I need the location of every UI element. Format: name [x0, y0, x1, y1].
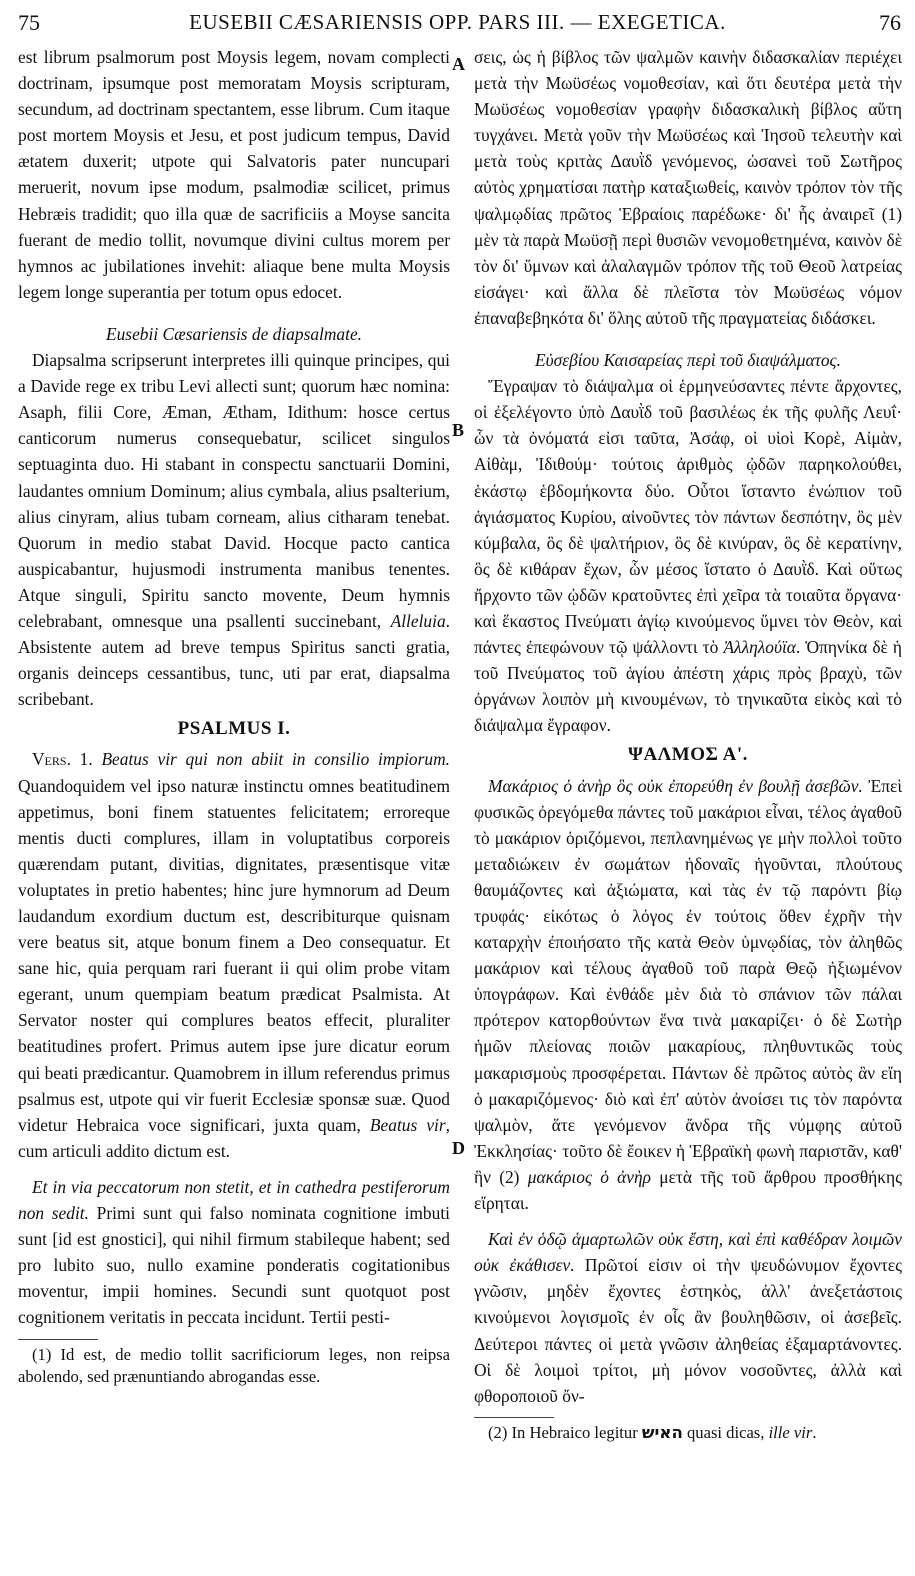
greek-diapsalma-paragraph [474, 373, 902, 738]
greek-verse-1-paragraph [474, 773, 902, 1217]
greek-intro-paragraph: σεις, ὡς ἡ βίβλος τῶν ψαλμῶν καινὴν διδασκαλίαν περιέχει μετὰ τὴν Μωϋσέως νομοθεσίαν, καὶ ὅτι δευτέρα μετὰ τὴν Μωϋσέως νομοθεσίαν γραφὴν διδασκαλικὴ βίβλος αὕτη τυγχάνει. Μετὰ γοῦν τὴν Μωϋσέως καὶ Ἰησοῦ τελευτὴν καὶ μετὰ τοὺς κριτὰς Δαυῒδ γενόμενος, ὡσανεὶ τοῦ Σωτῆρος αὐτὸς χρηματίσαι πατὴρ καταξιωθείς, καινὸν τρόπον τὸν τῆς ψαλμῳδίας πρῶτος Ἑβραίοις παρέδωκε· δι' ἧς ἀναιρεῖ (1) μὲν τὰ παρὰ Μωϋσῇ περὶ θυσιῶν νενομοθετημένα, καινὸν δὲ τὸν δι' ὕμνων καὶ ἀλαλαγμῶν τρόπον τῆς τοῦ Θεοῦ λατρείας εἰσάγει· καὶ ἄλλα δὲ πλεῖστα τὸν Μωϋσέως νόμον ἐπαναβεβηκότα δι' ὅλης αὐτοῦ τῆς πραγματείας διδάσκει. [474, 47, 902, 328]
latin-verse-commentary: Quandoquidem vel ipso naturæ instinctu omnes beatitudinem appetimus, boni finem statuentes felicitatem; erroreque mentis ducti complures, illam in voluptatibus corporeis quærendam putant, divitias, dignitates, præsentisque vitæ voluptates in pretio habentes; hinc jure hymnorum ad Deum laudandum exordium ductum est, describiturque quisnam vere beatus sit, atque bonum finem a Deo consequatur. Et sane hic, quia perquam rari fuerant ii qui olim probe vitam egerant, unum quempiam beatum prædicat Psalmista. At Servator noster qui complures beatos effecit, pluraliter beatitudines profert. Primus autem ipse jure dicatur eorum qui beati prædicantur. Quamobrem in illum referendus primus psalmus est, utpote qui vir fuerit Ecclesiæ sponsæ suæ. Quod videtur Hebraica voce significari, juxta quam, [18, 775, 450, 1135]
footnote-rule [18, 1339, 98, 1340]
footnote-hebrew-word: האיש [641, 1422, 683, 1442]
footnote-rule-right [474, 1417, 554, 1418]
greek-via-commentary: Πρῶτοί εἰσιν οἱ τὴν ψευδώνυμον ἔχοντες γνῶσιν, μηδὲν ἔχοντες ἑστηκὸς, ἀλλ' ἀνεξετάστοις κινούμενοι λογισμοῖς ἐν οἷς ἂν βουληθῶσιν, οἱ ἀσεβεῖς. Δεύτεροι πάντες οἱ μετὰ γνῶσιν ἀληθείας ἐξαμαρτάνοντες. Οἱ δὲ λοιμοὶ τρίτοι, μὴ μόνον νοσοῦντες, ἀλλὰ καὶ φθοροποιοῦ ὄν- [474, 1255, 902, 1406]
running-title: EUSEBII CÆSARIENSIS OPP. PARS III. — EXEGETICA. [189, 10, 726, 34]
greek-alleluia: Ἀλληλούϊα [723, 637, 796, 658]
latin-verse-1-paragraph [18, 746, 450, 1164]
footnote-ille-vir: ille vir [768, 1422, 813, 1442]
greek-verse-lemma: Μακάριος ὁ ἀνὴρ ὃς οὐκ ἐπορεύθη ἐν βουλῇ ἀσεβῶν. [488, 775, 863, 796]
latin-verse-commentary-end: , cum articuli addito dictum est. [18, 1114, 450, 1161]
latin-verse-lemma: Beatus vir qui non abiit in consilio impiorum. [101, 749, 450, 770]
latin-intro-paragraph: est librum psalmorum post Moysis legem, novam complecti doctrinam, ipsumque post memoratam Moysis scripturam, secundum, ad doctrinam spectantem, esse librum. Cum itaque post mortem Moysis et Jesu, et post judicum tempus, David ætatem duxerit; utpote qui Salvatoris pater nuncupari meruerit, novum ipse modum, psalmodiæ scilicet, primus Hebræis tradidit; quo illa quæ de sacrificiis a Moyse sancita fuerant de medio tollit, novumque divini cultus morem per hymnos ac jubilationes invehit: aliaque bene multa Moysis legem longe superantia per totum opus edocet. [18, 47, 450, 302]
footnote-text-mid: quasi dicas, [682, 1422, 769, 1442]
latin-footnote: (1) Id est, de medio tollit sacrificiorum leges, non reipsa abolendo, sed prænuntiando abrogandas esse. [18, 1344, 450, 1386]
greek-footnote [474, 1422, 902, 1444]
latin-via-commentary: Primi sunt qui falso nominata cognitione imbuti sunt [id est gnostici], qui nihil firmum stabileque habent; sed pro lubito suo, nullo examine ponderatis cogitationibus moventur, impii homines. Secundi sunt quotquot post cognitionem veritatis in peccata incidunt. Tertii pesti- [18, 1203, 450, 1328]
latin-diapsalma-paragraph [18, 347, 450, 712]
greek-diapsalma-text: Ἔγραψαν τὸ διάψαλμα οἱ ἑρμηνεύσαντες πέντε ἄρχοντες, οἱ ἐξελέγοντο ὑπὸ Δαυῒδ τοῦ βασιλέως ἐκ τῆς φυλῆς Λευΐ· ὧν τὰ ὀνόματά εἰσι ταῦτα, Ἀσάφ, οἱ υἱοὶ Κορὲ, Αἰμὰν, Αἰθὰμ, Ἰδιθούμ· τούτοις ἀριθμὸς ᾠδῶν παρηκολούθει, ἑκάστῳ ἑβδομήκοντα δύο. Οὗτοι ἵσταντο ἐνώπιον τοῦ ἁγιάσματος Κυρίου, αἰνοῦντες τὸν πάντων δεσπότην, ὃς μὲν κύμβαλα, ὃς δὲ ψαλτήριον, ὃς δὲ κινύραν, ὃς δὲ κερατίνην, ὃς δὲ κιθάραν ἔχων, ὧν μέσος ἵστατο ὁ Δαυῒδ. Καὶ οὕτως ἤρχοντο τῶν ᾠδῶν κρατοῦντες ἐπὶ χεῖρα τὰ τοιαῦτα ὄργανα· καὶ ἕκαστος Πνεύματι ἁγίῳ κινούμενος ὕμνει τὸν Θεὸν, καὶ πάντες ἐπεφώνουν τῷ ψάλλοντι τὸ [474, 376, 902, 658]
greek-verse-commentary: Ἐπεὶ φυσικῶς ὀρεγόμεθα πάντες τοῦ μακάριοι εἶναι, τέλος ἀγαθοῦ τὸ μακάριον ὁριζόμενοι, πεπλανημένως γε μὴν πολλοὶ τοῦτο μεταδιώκειν ἐν σωμάτων ἡδοναῖς ἡγοῦνται, πλούτους θαυμάζοντες καὶ ἀξιώματα, καὶ τὰς ἐν τῷ παρόντι βίῳ τρυφάς· εἰκότως ὁ λόγος ἐν τούτοις ὅθεν ἐχρῆν τὴν καταρχὴν ἐποιήσατο τῆς κατὰ Θεὸν ὑμνῳδίας, τὸν ἀληθῶς μακάριον καὶ τέλους ἀγαθοῦ τοῦ παρὰ Θεῷ ἠξιωμένον ὑπογράφων. Καὶ ἐνθάδε μὲν διὰ τὸ σπάνιον τῶν πάλαι πρότερον κατορθούντων ἕνα τινὰ μακαρίζει· ὁ δὲ Σωτὴρ ἡμῶν πλείονας ποιῶν μακαρίους, πληθυντικῶς τοὺς μακαρισμοὺς προσφέρεται. Πάντων δὲ πρῶτος αὐτὸς ἂν εἴη ὁ μακαριζόμενος· διὸ καὶ ἐπ' αὐτὸν ἀνοίσει τις τὸν παρόντα ψαλμὸν, ἅτε γενόμενον ἄνδρα τῆς νύμφης αὐτοῦ Ἐκκλησίας· τοῦτο δὲ ἔοικεν ἡ Ἑβραϊκὴ φωνὴ παριστᾶν, καθ' ἣν (2) [474, 775, 902, 1187]
greek-via-paragraph [474, 1226, 902, 1409]
latin-diapsalma-text: Diapsalma scripserunt interpretes illi quinque principes, qui a Davide rege ex tribu Levi allecti sunt; quorum hæc nomina: Asaph, filii Core, Æman, Ætham, Idithum: hosce certus canticorum numerus consequebatur, scilicet singulos septuaginta duo. Hi stabant in conspectu sanctuarii Domini, laudantes omnium Dominum; alius cymbala, alius psalterium, alius cinyram, alius tubam corneam, alius citharam tenebat. Quorum in medio stabat David. Hocque pacto cantica auspicabantur, hujusmodi instrumenta manibus tenentes. Atque singuli, Spiritu sancto movente, Deum hymnis celebrabant, omnesque una psallenti succinebant, [18, 350, 450, 631]
latin-column [18, 44, 450, 1564]
latin-via-paragraph [18, 1174, 450, 1331]
margin-marker-a: A [452, 54, 465, 74]
page-header [0, 0, 915, 44]
latin-alleluia: Alleluia [390, 610, 446, 631]
latin-verse-label: Vers. 1. [32, 749, 93, 770]
greek-diapsalma-title: Εὐσεβίου Καισαρείας περὶ τοῦ διαψάλματος. [535, 350, 841, 371]
page-number-right: 76 [879, 10, 901, 35]
page-number-left: 75 [18, 10, 40, 35]
footnote-text-end: . [812, 1422, 817, 1442]
margin-marker-b: B [452, 420, 465, 440]
footnote-text: (2) In Hebraico legitur [488, 1422, 642, 1442]
latin-via-lemma: Et in via peccatorum non stetit, et in cathedra pestiferorum non sedit. [18, 1176, 450, 1224]
margin-marker-d: D [452, 1138, 465, 1158]
greek-diapsalma-text-end: . Ὁπηνίκα δὲ ἡ τοῦ Πνεύματος τοῦ ἁγίου ἀπέστη χάρις πρὸς βραχὺ, τῶν ὀργάνων λοιπὸν μὴ κινουμένων, τὸ τηνικαῦτα εἰκὸς καὶ τὸ διάψαλμα ἔγραφον. [474, 637, 902, 736]
greek-psalm-heading: ΨΑΛΜΟΣ Α'. [628, 744, 748, 766]
latin-psalm-heading: PSALMUS I. [177, 718, 291, 740]
greek-verse-commentary-end: μετὰ τῆς τοῦ ἄρθρου προσθήκης εἴρηται. [474, 1166, 902, 1214]
latin-diapsalma-title: Eusebii Cæsariensis de diapsalmate. [105, 323, 363, 344]
latin-beatus-vir: Beatus vir [369, 1114, 446, 1135]
greek-column [474, 44, 902, 1564]
greek-makarios-aner: μακάριος ὁ ἀνὴρ [527, 1166, 651, 1187]
latin-diapsalma-text-end: . Absistente autem ad breve tempus Spiritus sancti gratia, organis deinceps cessantibus, tunc, uti par erat, diapsalma scribebant. [18, 610, 450, 710]
greek-via-lemma: Καὶ ἐν ὁδῷ ἁμαρτωλῶν οὐκ ἔστη, καὶ ἐπὶ καθέδραν λοιμῶν οὐκ ἐκάθισεν. [474, 1229, 902, 1276]
